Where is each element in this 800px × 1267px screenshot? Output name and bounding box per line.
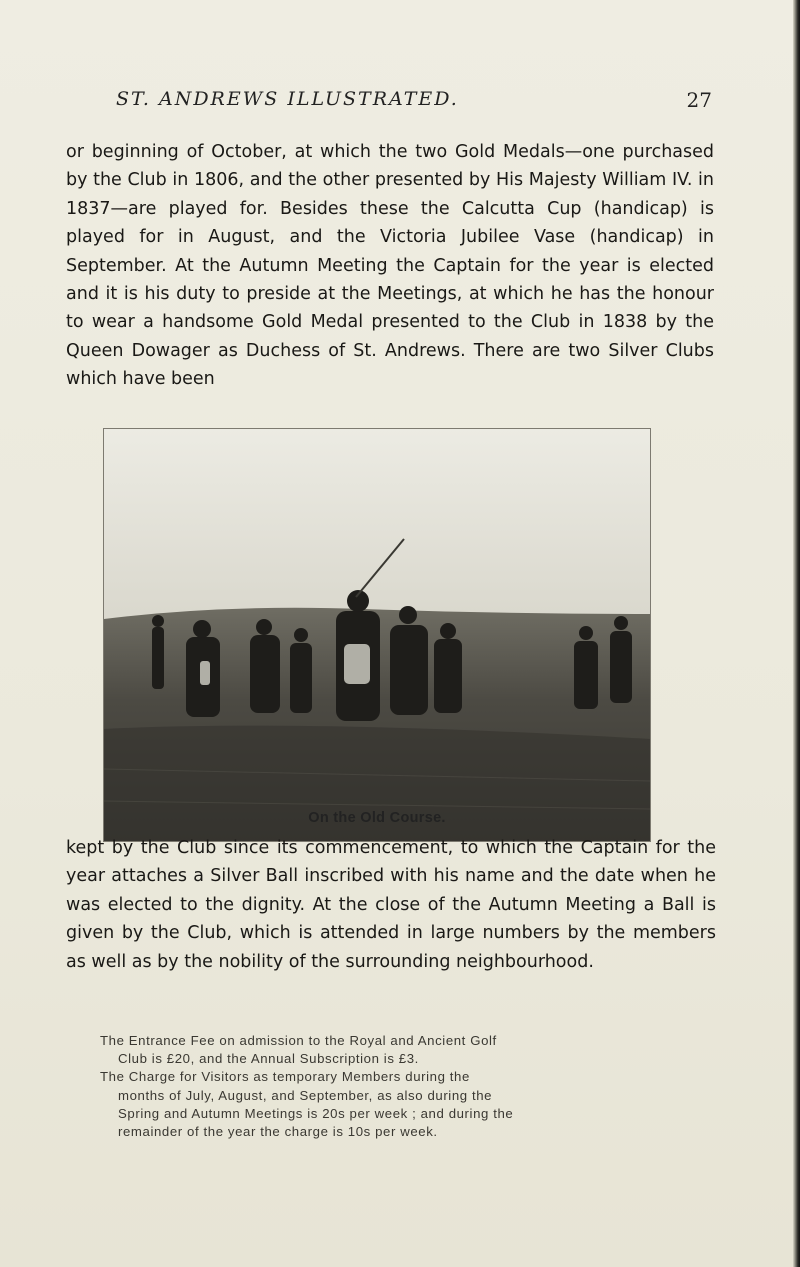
footnote-line: The Entrance Fee on admission to the Royal and Ancient Golf xyxy=(100,1033,497,1048)
footnote-line: remainder of the year the charge is 10s per week. xyxy=(118,1124,438,1140)
running-title: ST. ANDREWS ILLUSTRATED. xyxy=(116,88,459,110)
photograph-old-course xyxy=(103,428,651,842)
photograph-image xyxy=(104,429,650,841)
footnote-line: Club is £20, and the Annual Subscription is £3. xyxy=(118,1051,419,1067)
page-number: 27 xyxy=(686,88,712,112)
paragraph-top: or beginning of October, at which the two Gold Medals—one purchased by the Club in 1806, and the other presented by His Majesty William IV. in 1837—are played for. Besides these the Calcutta Cup (handicap) is played for in August, and the Victoria Jubilee Vase (handicap) in September. At the Autumn Meeting the Captain for the year is elected and it is his duty to preside at the Meetings, at which he has the honour to wear a handsome Gold Medal presented to the Club in 1838 by the Queen Dowager as Duchess of St. Andrews. There are two Silver Clubs which have been xyxy=(66,142,714,390)
page-edge-shadow xyxy=(793,0,800,1267)
footnote-line: The Charge for Visitors as temporary Members during the xyxy=(100,1069,470,1085)
photo-caption: On the Old Course. xyxy=(308,810,446,826)
footnote-line: Spring and Autumn Meetings is 20s per week ; and during the xyxy=(118,1105,514,1121)
page-header xyxy=(116,88,712,118)
footnote-line: months of July, August, and September, as also during the xyxy=(118,1087,493,1103)
footnote xyxy=(100,1032,718,1141)
paragraph-bottom: kept by the Club since its commencement, to which the Captain for the year attaches a Silver Ball inscribed with his name and the date when he was elected to the dignity. At the close of the Autumn Meeting a Ball is given by the Club, which is attended in large numbers by the members as well as by the nobility of the surrounding neighbourhood. xyxy=(66,838,716,972)
